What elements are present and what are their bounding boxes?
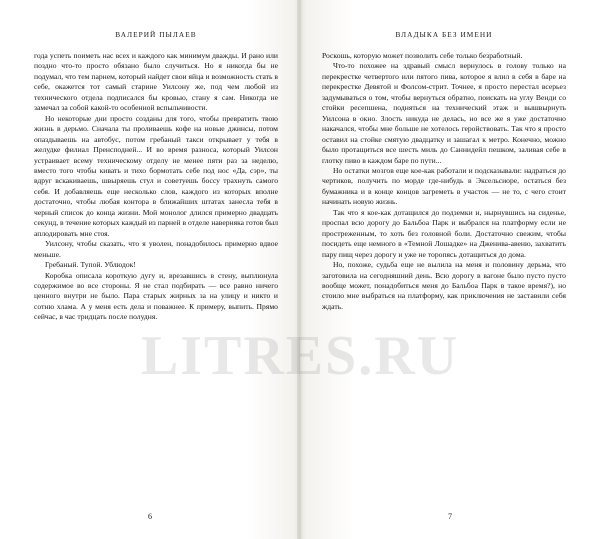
paragraph: Уилсону, чтобы сказать, что я уволен, понадобилось примерно вдвое меньше. [34,239,278,259]
right-page-body [322,51,566,312]
left-page-body [34,51,278,323]
paragraph: Что-то похожее на здравый смысл вернулось в голову только на перекрестке четвертого или пятого пива, которое я влил в себя в баре на перекрестке Девятой и Фолсом-стрит. Точнее, я просто перестал всерьез задумываться о том, чтобы вернуться обратно, поискать на углу Венди со стойки ресепшена, подняться на технический этаж и вышвырнуть Уилсона в окно. Злость никуда не делась, но все же я уже достаточно накачался, чтобы мне больше не хотелось геройствовать. Так что я просто оставил на стойке смятую двадцатку и зашагал к метро. Конечно, можно было протащиться все шесть миль до Саннидейл пешком, заливая себе в глотку пиво в каждом баре по пути... [322,61,566,165]
paragraph: Но некоторые дни просто созданы для того, чтобы превратить твою жизнь в дерьмо. Сначала ты проливаешь кофе на новые джинсы, потом опаздываешь на автобус, потом гребаный такси открывает у тебя в желудке филиал Пренсподней... И во время разноса, который Уилсон устраивает всему техническому отделу не менее пяти раз за неделю, вместо того чтобы кивать и тихо бормотать себе под нос «Да, сэр», ты вдруг вскакиваешь, швыряешь стул и советуешь боссу трахнуть самого себя. И добавляешь еще несколько слов, каждого из которых вполне достаточно, чтобы любая контора в ближайших штатах занесла тебя в черный список до конца жизни. Мой монолог длился примерно двадцать секунд, в течение которых каждый из парней в отделе наверняка готов был аплодировать мне стоя. [34,113,278,238]
book-gutter-shadow [297,0,303,539]
right-page-number: 7 [448,512,452,521]
paragraph: Но, похоже, судьба еще не вылила на меня и половину дерьма, что заготовила на сегодняшний день. Всю дорогу в вагоне было пусто пусто вообще может, понадобиться меня до Бальбоа Парк в такое время?), но стоило мне выбраться на платформу, как приключения не заставили себя ждать. [322,260,566,311]
left-page-number: 6 [148,512,152,521]
paragraph: года успеть поиметь нас всех и каждого как минимум дважды. И рано или поздно что-то просто обязано было случиться. Но я никогда бы не подумал, что тем парнем, который найдет свои яйца и возможность стать в себе, окажется тот самый старине Уилсону же, под чем любой из технического отдела подписался бы кровью, стану я сам. Никогда не замечал за собой какой-то особенной вспыльчивости. [34,51,278,113]
right-page [300,0,600,539]
paragraph: Коробка описала короткую дугу и, врезавшись в стену, выплюнула содержимое во все стороны. Я не стал подбирать — все равно ничего ценного внутри не было. Пара старых жирных за на улицу и никто и сотню хлама. А у меня есть дела и поважнее. К примеру, выпить. Прямо сейчас, в час тридцать после полудня. [34,270,278,322]
paragraph: Но остатки мозгов еще кое-как работали и подсказывали: надраться до чертиков, получить по морде где-нибудь в Эксельсиоре, остаться без бумажника и в конце концов загреметь в участок — не то, с чего стоит начинать новую жизнь. [322,165,566,207]
paragraph: Гребаный. Тупой. Ублюдок! [45,260,136,270]
right-running-head: ВЛАДЫКА БЕЗ ИМЕНИ [395,30,493,39]
paragraph: Роскошь, которую может позволить себе только безработный. [322,51,523,60]
paragraph: Так что я кое-как дотащился до подземки и, нырнувшись на сиденье, проспал всю дорогу до Бальбоа Парк и выбрался на платформу если не простреженным, то хоть без головной боли. Достаточно свежим, чтобы посидеть еще немного в «Темной Лошадке» на Дженива-авеню, захватить пару пищ через дорогу и уже не торопясь дотащиться до дома. [322,207,566,259]
left-running-head: ВАЛЕРИЙ ПЫЛАЕВ [115,30,197,39]
